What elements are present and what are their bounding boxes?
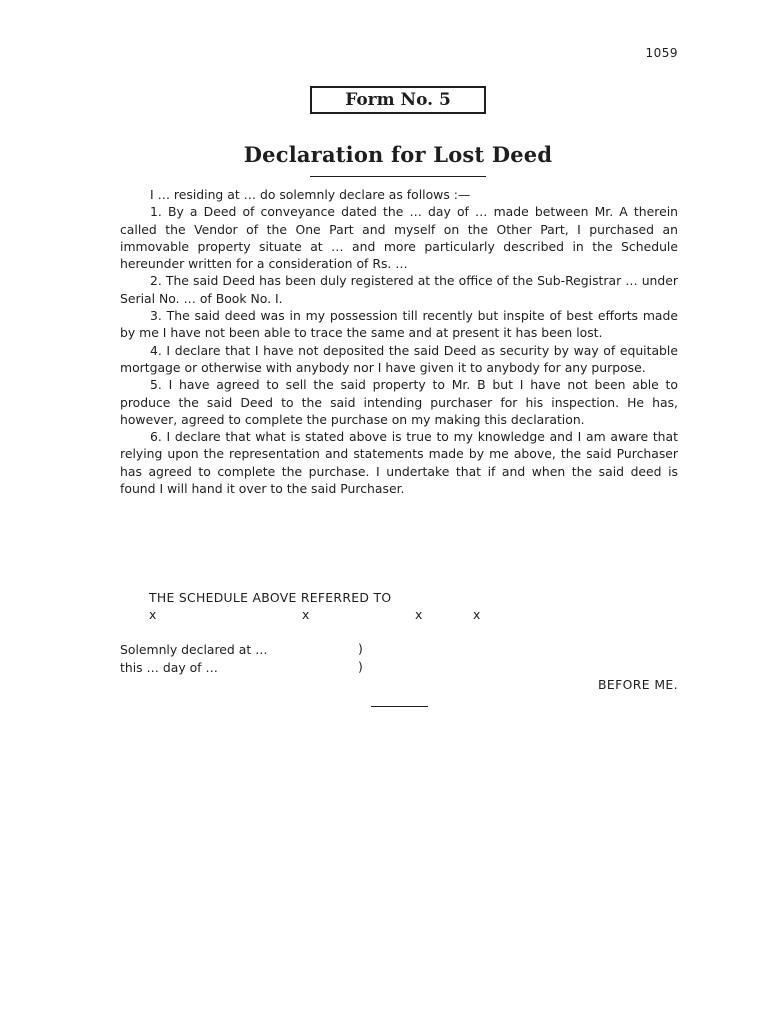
intro-paragraph: I … residing at … do solemnly declare as follows :— xyxy=(150,187,471,202)
schedule-mark: x xyxy=(302,607,310,622)
clause-5: 5. I have agreed to sell the said property to Mr. B but I have not been able to produce the said Deed to the said intending purchaser for his inspection. He has, however, agreed to complete the purchase on my making this declaration. xyxy=(120,377,678,427)
page-title: Declaration for Lost Deed xyxy=(243,142,553,167)
clause-6: 6. I declare that what is stated above is true to my knowledge and I am aware that relying upon the representation and statements made by me above, the said Purchaser has agreed to complete the purchase. I undertake that if and when the said deed is found I will hand it over to the said Purchaser. xyxy=(120,429,678,497)
page-number: 1059 xyxy=(645,46,678,60)
schedule-mark: x xyxy=(415,607,423,622)
schedule-mark: x xyxy=(149,607,157,622)
declared-bracket: ) xyxy=(358,641,363,656)
declared-date-line: this … day of … xyxy=(120,660,218,675)
title-underline xyxy=(310,176,486,177)
before-me-label: BEFORE ME. xyxy=(597,677,678,692)
declaration-body xyxy=(120,186,678,497)
signature-line xyxy=(371,706,428,707)
declared-at-line: Solemnly declared at … xyxy=(120,642,268,657)
clause-2: 2. The said Deed has been duly registered at the office of the Sub-Registrar … under Serial No. … of Book No. I. xyxy=(120,273,678,306)
schedule-mark: x xyxy=(473,607,481,622)
clause-4: 4. I declare that I have not deposited the said Deed as security by way of equitable mortgage or otherwise with anybody nor I have given it to anybody for any purpose. xyxy=(120,342,678,375)
clause-1: 1. By a Deed of conveyance dated the … day of … made between Mr. A therein called the Vendor of the One Part and myself on the Other Part, I purchased an immovable property situate at … and more particularly described in the Schedule hereunder written for a consideration of Rs. … xyxy=(120,204,678,272)
clause-3: 3. The said deed was in my possession till recently but inspite of best efforts made by me I have not been able to trace the same and at present it has been lost. xyxy=(120,308,678,341)
declared-bracket: ) xyxy=(358,659,363,674)
form-number-box: Form No. 5 xyxy=(310,86,486,114)
schedule-heading: THE SCHEDULE ABOVE REFERRED TO xyxy=(149,590,392,605)
